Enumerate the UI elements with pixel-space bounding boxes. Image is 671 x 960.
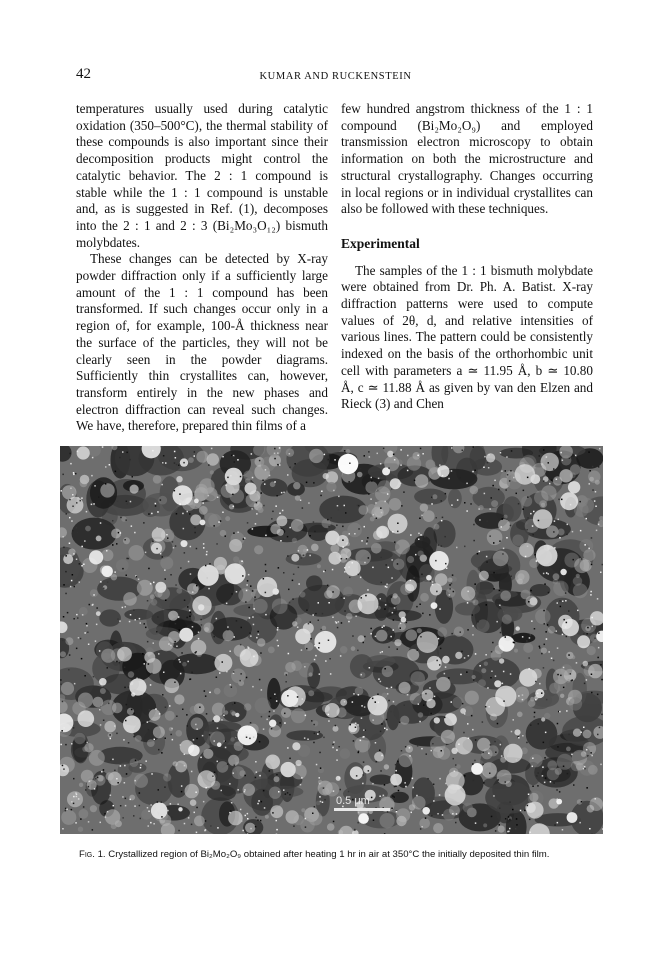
right-column — [341, 101, 593, 413]
figure-caption — [79, 849, 619, 860]
micrograph-image — [60, 446, 603, 834]
figure-caption-label: Fig. 1. — [79, 849, 106, 860]
right-paragraph-1: few hundred angstrom thickness of the 1 : 1 compound (Bi₂Mo₂O₉) and employed transmission electron microscopy to obtain information on both the microstructure and structural crystallography. Changes occurring in local regions or in individual crystallites can also be followed with these techniques. — [341, 101, 593, 217]
scale-bar — [334, 808, 390, 811]
section-heading: Experimental — [341, 235, 420, 251]
left-paragraph-2: These changes can be detected by X-ray powder diffraction only if a sufficiently large amount of the 1 : 1 compound has been transformed. If such changes occur only in a region of, for example, 100-Å thickness near the surface of the particles, they will not be clearly seen in the powder diagrams. Sufficiently thin crystallites can, however, transform entirely in the new phases and electron diffraction can reveal such changes. We have, therefore, prepared thin films of a — [76, 251, 328, 434]
right-paragraph-2: The samples of the 1 : 1 bismuth molybdate were obtained from Dr. Ph. A. Batist. X-ray diffraction patterns were used to compute values of 2θ, d, and relative intensities of various lines. The pattern could be consistently indexed on the basis of the orthorhombic unit cell with parameters a ≃ 11.95 Å, b ≃ 10.80 Å, c ≃ 11.88 Å as given by van den Elzen and Rieck (3) and Chen — [341, 262, 593, 412]
figure-caption-text: Crystallized region of Bi₂Mo₂O₉ obtained after heating 1 hr in air at 350°C the initially deposited thin film. — [108, 849, 550, 860]
running-head: KUMAR AND RUCKENSTEIN — [259, 71, 412, 82]
page-number: 42 — [76, 66, 91, 82]
left-column — [76, 101, 328, 435]
left-paragraph-1: temperatures usually used during catalytic oxidation (350–500°C), the thermal stability of these compounds is also important since their decomposition products might control the catalytic behavior. The 2 : 1 compound is stable while the 1 : 1 compound is unstable and, as is suggested in Ref. (1), decomposes into the 2 : 1 and 2 : 3 (Bi₂Mo₃O₁₂) bismuth molybdates. — [76, 101, 328, 250]
scale-bar-label: 0.5 μm — [336, 795, 370, 807]
micrograph-figure — [60, 446, 603, 834]
